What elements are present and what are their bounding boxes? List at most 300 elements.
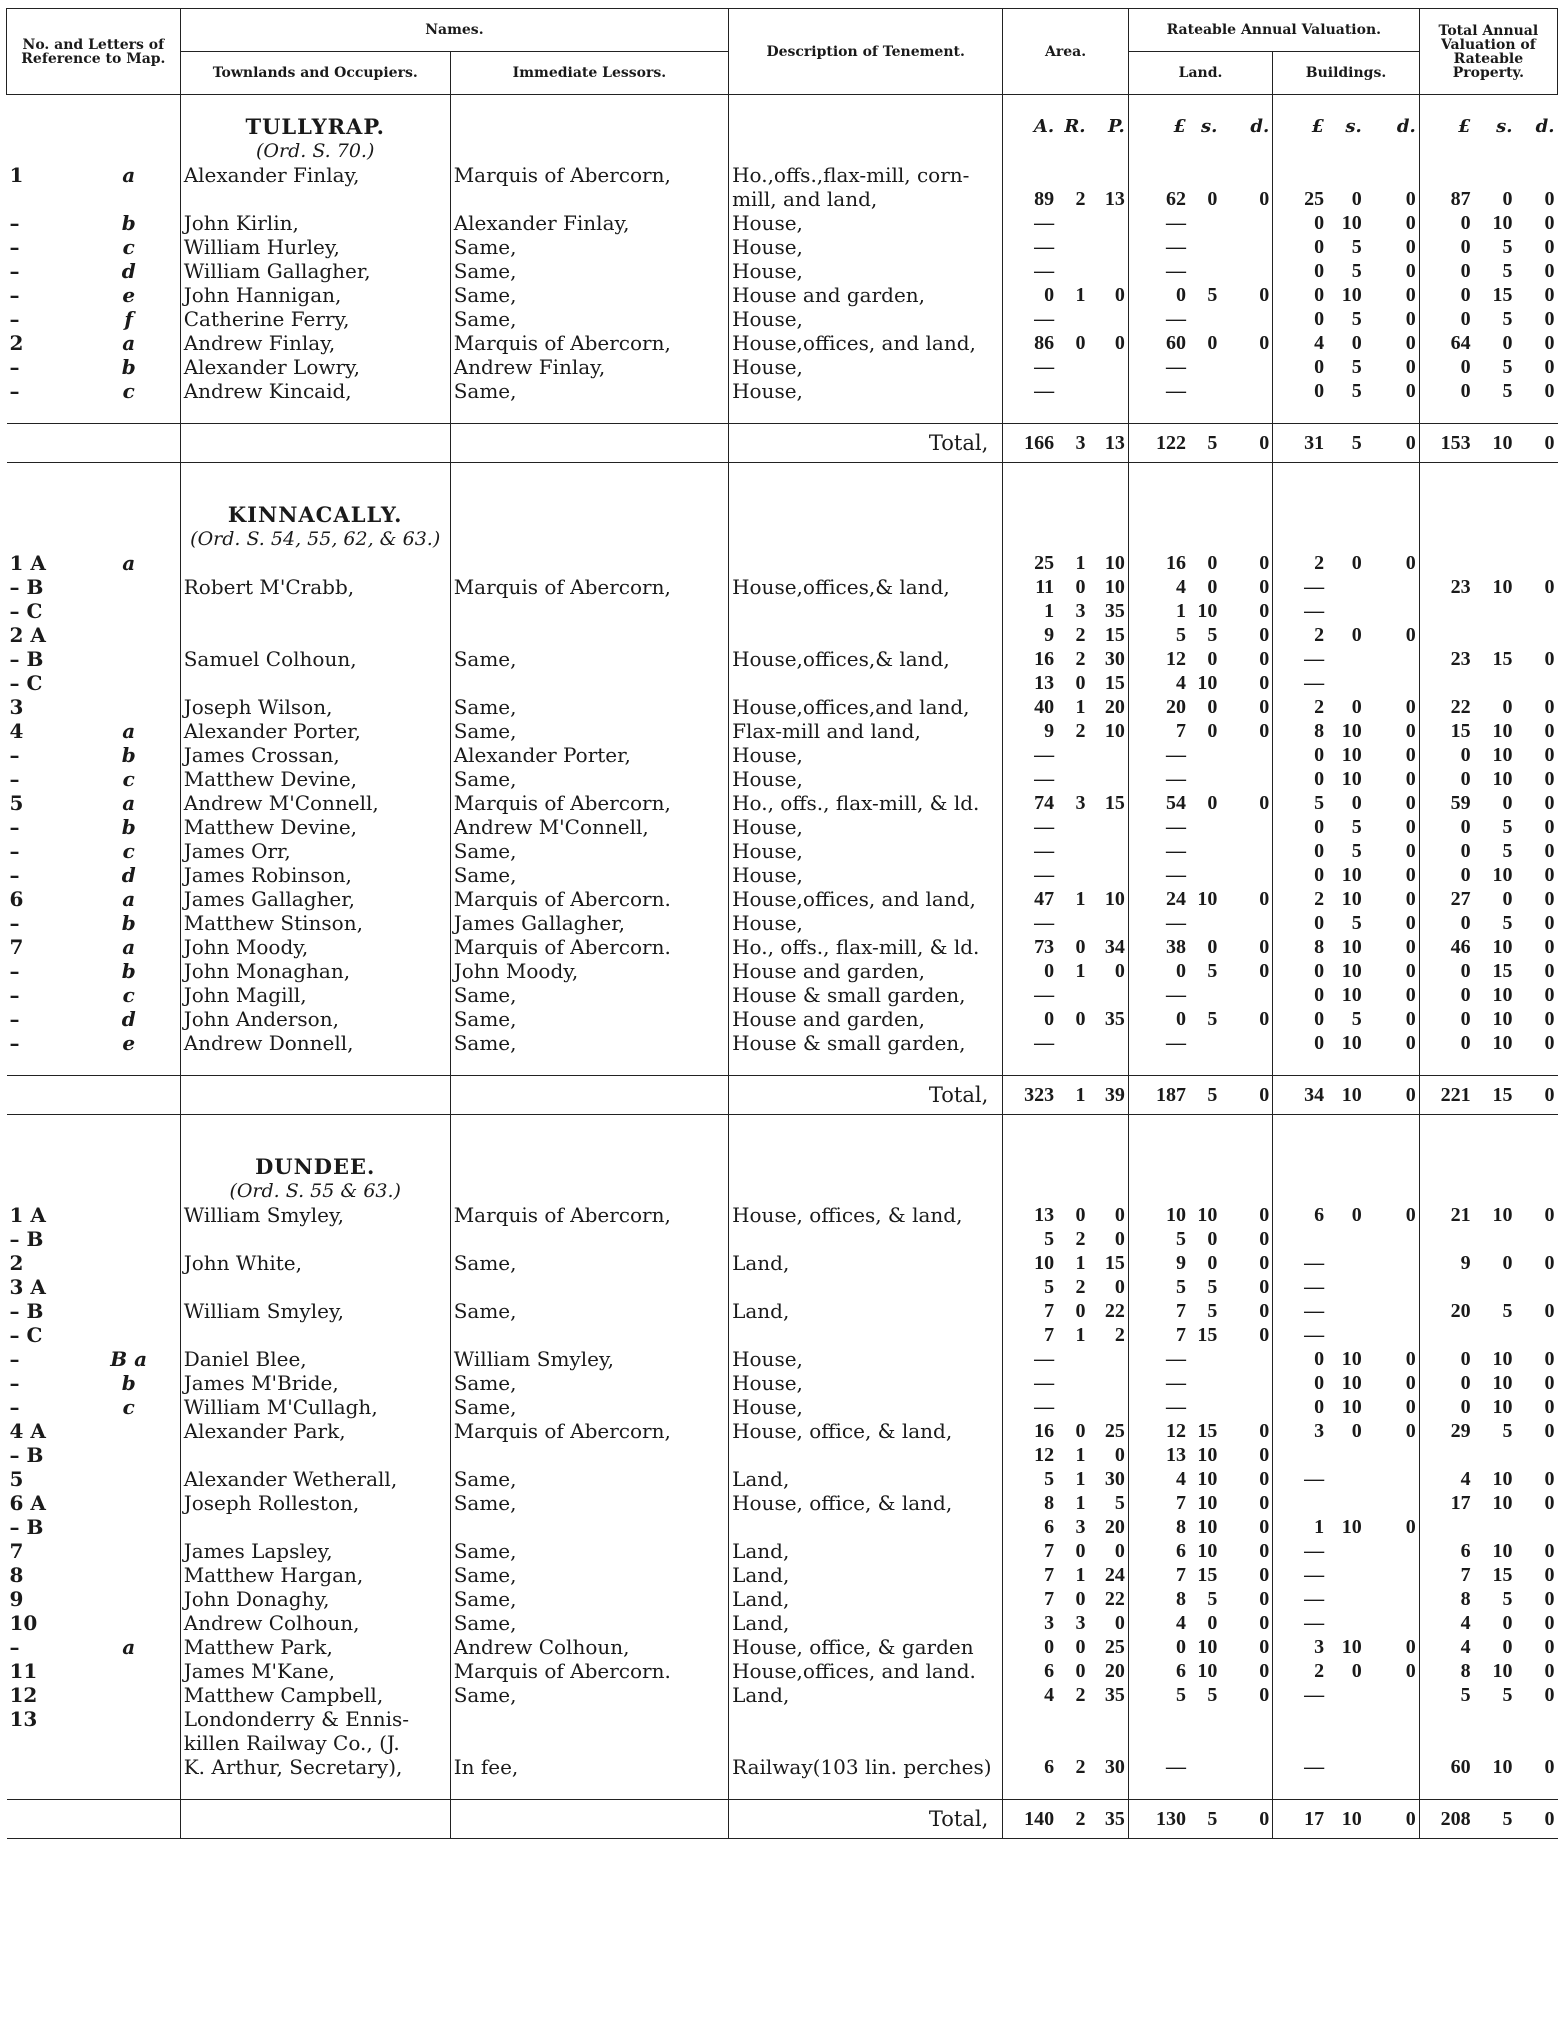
buildings-value-a: — (1304, 1756, 1325, 1778)
total-value: 0 (1544, 816, 1555, 838)
table-row (7, 1515, 1558, 1539)
section-title-row (7, 503, 1558, 527)
total-value (1516, 623, 1558, 647)
buildings-value-a: 2 (1314, 888, 1325, 910)
table-row (7, 1707, 1558, 1731)
land-value-a: — (1166, 212, 1187, 234)
spacer-cell (729, 403, 1003, 424)
empty-cell (1089, 1179, 1129, 1203)
buildings-value-c (1365, 647, 1419, 671)
area-b: 1 (1075, 1492, 1086, 1514)
empty-cell (1128, 139, 1189, 163)
total-value: 0 (1502, 1252, 1513, 1274)
total-bldg: 0 (1365, 1076, 1419, 1115)
map-ref-number: 2 (9, 331, 24, 355)
area-a: — (1034, 356, 1055, 378)
land-value-b (1189, 163, 1220, 187)
buildings-value-c: 0 (1365, 307, 1419, 331)
land-value-c: 0 (1220, 283, 1272, 307)
area-a: — (1034, 380, 1055, 402)
land-value-a: — (1166, 1756, 1187, 1778)
occupier-name: Andrew Finlay, (180, 331, 450, 355)
empty-cell (1516, 503, 1558, 527)
map-ref-letter (78, 1323, 181, 1347)
land-value-a: — (1166, 260, 1187, 282)
total-value: 10 (1492, 1660, 1513, 1682)
occupier-name: Matthew Stinson, (180, 911, 450, 935)
land-value-a: 4 (1176, 672, 1187, 694)
tenement-description (729, 1227, 1003, 1251)
buildings-value-a: 25 (1304, 188, 1325, 210)
land-value-a: 38 (1166, 936, 1187, 958)
spacer-cell (1189, 1115, 1220, 1136)
map-ref-letter: b (78, 911, 181, 935)
buildings-value-a: 1 (1314, 1516, 1325, 1538)
land-value-b: 10 (1197, 1636, 1218, 1658)
occupier-name: John Monaghan, (180, 959, 450, 983)
total-bldg: 10 (1327, 1076, 1365, 1115)
spacer-cell (1189, 1135, 1220, 1155)
buildings-value-b: 10 (1341, 1516, 1362, 1538)
area-b: 0 (1075, 576, 1086, 598)
total-value (1516, 163, 1558, 187)
map-ref-number: – (9, 911, 20, 935)
spacer-cell (78, 95, 181, 116)
table-row (7, 863, 1558, 887)
total-valuation: 0 (1516, 1800, 1558, 1839)
land-value-a: 10 (1166, 1204, 1187, 1226)
immediate-lessor (450, 1731, 728, 1755)
header-land: Land. (1128, 52, 1272, 95)
land-value-b: 5 (1207, 624, 1218, 646)
total-value: 0 (1544, 284, 1555, 306)
area-c: 25 (1089, 1419, 1129, 1443)
total-value: 0 (1544, 1540, 1555, 1562)
buildings-value-b: 0 (1351, 332, 1362, 354)
total-value (1516, 551, 1558, 575)
townland-title: TULLYRAP. (180, 115, 450, 139)
total-value: 23 (1450, 576, 1471, 598)
area-b: 0 (1075, 1008, 1086, 1030)
map-ref-letter: a (78, 935, 181, 959)
total-value: 10 (1492, 1492, 1513, 1514)
occupier-name: Joseph Rolleston, (180, 1491, 450, 1515)
spacer-cell (1327, 1779, 1365, 1800)
area-b (1057, 355, 1088, 379)
map-ref-letter: c (78, 235, 181, 259)
spacer-cell (1474, 1055, 1516, 1076)
spacer-cell (1365, 463, 1419, 484)
area-a: — (1034, 816, 1055, 838)
total-value: 0 (1502, 888, 1513, 910)
land-value-b: 0 (1207, 1228, 1218, 1250)
map-ref-number: 13 (9, 1707, 38, 1731)
spacer-cell (1516, 1055, 1558, 1076)
map-ref-number: – C (9, 1323, 43, 1347)
empty-cell (1474, 1155, 1516, 1179)
map-ref-number: 8 (9, 1563, 24, 1587)
area-b: 2 (1075, 188, 1086, 210)
header-ref: No. and Letters of Reference to Map. (7, 9, 181, 95)
area-c (1089, 355, 1129, 379)
buildings-value-a: 0 (1314, 260, 1325, 282)
empty-cell (1220, 1179, 1272, 1203)
land-value-b (1189, 259, 1220, 283)
immediate-lessor: James Gallagher, (450, 911, 728, 935)
sub-cell (78, 1800, 181, 1839)
spacer-cell (450, 1115, 728, 1136)
buildings-value-a: 2 (1314, 696, 1325, 718)
land-value-a: 62 (1166, 188, 1187, 210)
tenement-description: Land, (729, 1467, 1003, 1491)
total-value: 0 (1544, 1684, 1555, 1706)
buildings-value-c (1365, 1563, 1419, 1587)
buildings-value-b (1327, 1323, 1365, 1347)
spacer-cell (1189, 1055, 1220, 1076)
area-c: 30 (1089, 1755, 1129, 1779)
table-row (7, 695, 1558, 719)
total-value: 4 (1460, 1612, 1471, 1634)
total-value: 0 (1544, 1564, 1555, 1586)
map-ref-number: – (9, 815, 20, 839)
map-ref-number (7, 1731, 78, 1755)
land-value-c: 0 (1220, 1419, 1272, 1443)
spacer-cell (450, 483, 728, 503)
land-value-b (1189, 1031, 1220, 1055)
buildings-value-b: 5 (1351, 236, 1362, 258)
header-description: Description of Tenement. (729, 9, 1003, 95)
total-value: 0 (1544, 1204, 1555, 1226)
map-ref-letter (78, 671, 181, 695)
tenement-description: Ho.,offs.,flax-mill, corn- (729, 163, 1003, 187)
spacer-cell (1327, 95, 1365, 116)
land-value-b: 15 (1197, 1564, 1218, 1586)
map-ref-number: – (9, 767, 20, 791)
spacer-cell (78, 483, 181, 503)
land-value-a: 16 (1166, 552, 1187, 574)
area-a: 12 (1034, 1444, 1055, 1466)
tenement-description: House, (729, 743, 1003, 767)
area-c (1089, 1731, 1129, 1755)
buildings-value-b (1327, 647, 1365, 671)
occupier-name: William Smyley, (180, 1203, 450, 1227)
immediate-lessor (450, 551, 728, 575)
tenement-description: Land, (729, 1563, 1003, 1587)
occupier-name: William Smyley, (180, 1299, 450, 1323)
buildings-value-c: 0 (1365, 551, 1419, 575)
tenement-description (729, 1323, 1003, 1347)
buildings-value-c: 0 (1365, 623, 1419, 647)
land-value-b (1189, 307, 1220, 331)
empty-cell (1365, 527, 1419, 551)
immediate-lessor: Same, (450, 767, 728, 791)
land-value-a: — (1166, 1032, 1187, 1054)
spacer-cell (1003, 95, 1057, 116)
spacer-cell (450, 95, 728, 116)
tenement-description: House, office, & garden (729, 1635, 1003, 1659)
total-value (1474, 599, 1516, 623)
land-value-a: 0 (1176, 960, 1187, 982)
map-ref-number: – (9, 259, 20, 283)
spacer-cell (1189, 483, 1220, 503)
total-valuation: 153 (1419, 424, 1473, 463)
land-value-c: 0 (1220, 1515, 1272, 1539)
map-ref-number: 5 (9, 791, 24, 815)
spacer-cell (450, 1779, 728, 1800)
land-value-b (1189, 355, 1220, 379)
total-value: 5 (1502, 356, 1513, 378)
map-ref-number: – (9, 959, 20, 983)
total-value (1419, 1227, 1473, 1251)
map-ref-number: 2 A (9, 623, 46, 647)
occupier-name: John Donaghy, (180, 1587, 450, 1611)
land-value-c: 0 (1220, 1323, 1272, 1347)
spacer-cell (1419, 483, 1473, 503)
spacer-cell (1089, 403, 1129, 424)
area-b: 1 (1075, 1252, 1086, 1274)
buildings-value-c: 0 (1365, 211, 1419, 235)
table-row (7, 623, 1558, 647)
area-c (1089, 259, 1129, 283)
empty-cell (1057, 1155, 1088, 1179)
occupier-name: Matthew Campbell, (180, 1683, 450, 1707)
area-b (1057, 767, 1088, 791)
table-row (7, 187, 1558, 211)
land-value-b: 0 (1207, 648, 1218, 670)
spacer-cell (1474, 1115, 1516, 1136)
total-value (1474, 1275, 1516, 1299)
land-value-b: 5 (1207, 960, 1218, 982)
buildings-value-b: 5 (1351, 912, 1362, 934)
area-a: — (1034, 212, 1055, 234)
table-row (7, 791, 1558, 815)
total-bldg: 0 (1365, 1800, 1419, 1839)
empty-cell (1220, 139, 1272, 163)
total-value: 0 (1544, 768, 1555, 790)
land-value-b: 5 (1207, 1588, 1218, 1610)
immediate-lessor: Same, (450, 719, 728, 743)
area-a: — (1034, 1372, 1055, 1394)
table-row (7, 307, 1558, 331)
area-c (1089, 211, 1129, 235)
total-bldg: 0 (1365, 424, 1419, 463)
table-row (7, 1203, 1558, 1227)
area-c (1089, 911, 1129, 935)
area-b (1057, 163, 1088, 187)
empty-cell (1365, 139, 1419, 163)
map-ref-letter: c (78, 839, 181, 863)
land-value-c (1220, 743, 1272, 767)
table-row (7, 1323, 1558, 1347)
buildings-value-b: 10 (1341, 720, 1362, 742)
total-value: 0 (1544, 188, 1555, 210)
empty-cell (1327, 527, 1365, 551)
land-value-a: — (1166, 380, 1187, 402)
land-value-a: — (1166, 744, 1187, 766)
immediate-lessor: William Smyley, (450, 1347, 728, 1371)
immediate-lessor (450, 187, 728, 211)
total-bldg: 31 (1273, 424, 1327, 463)
unit-label: R. (1064, 116, 1086, 137)
immediate-lessor: Alexander Porter, (450, 743, 728, 767)
map-ref-number: 9 (9, 1587, 24, 1611)
land-value-a: 7 (1176, 1300, 1187, 1322)
land-value-c: 0 (1220, 1539, 1272, 1563)
occupier-name: Londonderry & Ennis- (180, 1707, 450, 1731)
buildings-value-b (1327, 1251, 1365, 1275)
immediate-lessor (450, 1443, 728, 1467)
total-area: 323 (1003, 1076, 1057, 1115)
land-value-c: 0 (1220, 647, 1272, 671)
tenement-description: Railway(103 lin. perches) (729, 1755, 1003, 1779)
map-ref-number: – B (9, 647, 44, 671)
total-value: 10 (1492, 1540, 1513, 1562)
immediate-lessor (450, 1275, 728, 1299)
total-value: 23 (1450, 648, 1471, 670)
land-value-a: 24 (1166, 888, 1187, 910)
area-b (1057, 1371, 1088, 1395)
buildings-value-b (1327, 1707, 1365, 1731)
buildings-value-b: 0 (1351, 188, 1362, 210)
buildings-value-a: 8 (1314, 720, 1325, 742)
land-value-c: 0 (1220, 1587, 1272, 1611)
immediate-lessor: Same, (450, 1251, 728, 1275)
buildings-value-c: 0 (1365, 1371, 1419, 1395)
area-c (1089, 1395, 1129, 1419)
sub-cell (78, 1179, 181, 1203)
area-c (1089, 815, 1129, 839)
area-a: 6 (1044, 1516, 1055, 1538)
area-a: — (1034, 768, 1055, 790)
area-a: — (1034, 1348, 1055, 1370)
table-row (7, 551, 1558, 575)
land-value-c (1220, 307, 1272, 331)
total-value: 0 (1460, 1008, 1471, 1030)
land-value-b: 15 (1197, 1324, 1218, 1346)
immediate-lessor: Same, (450, 1007, 728, 1031)
buildings-value-a: — (1304, 576, 1325, 598)
land-value-c: 0 (1220, 1203, 1272, 1227)
table-row (7, 1659, 1558, 1683)
total-value (1419, 1323, 1473, 1347)
tenement-description: House, (729, 235, 1003, 259)
buildings-value-a: 0 (1314, 1008, 1325, 1030)
total-value: 5 (1502, 840, 1513, 862)
occupier-name: James M'Bride, (180, 1371, 450, 1395)
total-value: 0 (1502, 1636, 1513, 1658)
empty-cell (1003, 1179, 1057, 1203)
area-b: 1 (1075, 696, 1086, 718)
land-value-a (1128, 163, 1189, 187)
total-value: 0 (1544, 648, 1555, 670)
occupier-name: William Gallagher, (180, 259, 450, 283)
spacer-cell (1057, 1055, 1088, 1076)
empty-cell (1365, 1179, 1419, 1203)
map-ref-letter: b (78, 959, 181, 983)
map-ref-number: – (9, 1395, 20, 1419)
map-ref-letter (78, 1731, 181, 1755)
total-label: Total, (729, 1076, 1003, 1115)
table-body (7, 95, 1558, 1839)
map-ref-letter: b (78, 211, 181, 235)
map-ref-number: – (9, 1007, 20, 1031)
spacer-cell (1273, 463, 1327, 484)
land-value-b: 10 (1197, 1204, 1218, 1226)
total-area: 2 (1057, 1800, 1088, 1839)
map-ref-letter (78, 1659, 181, 1683)
map-ref-letter: a (78, 719, 181, 743)
buildings-value-b: 0 (1351, 696, 1362, 718)
area-b: 2 (1075, 648, 1086, 670)
tenement-description: House and garden, (729, 959, 1003, 983)
land-value-c: 0 (1220, 575, 1272, 599)
area-b: 1 (1075, 1324, 1086, 1346)
buildings-value-b: 10 (1341, 888, 1362, 910)
land-value-b: 15 (1197, 1420, 1218, 1442)
area-c: 35 (1089, 599, 1129, 623)
tenement-description (729, 623, 1003, 647)
buildings-value-c: 0 (1365, 791, 1419, 815)
area-a: 16 (1034, 1420, 1055, 1442)
buildings-value-b (1327, 1491, 1365, 1515)
area-b: 1 (1075, 1444, 1086, 1466)
occupier-cell (180, 424, 450, 463)
total-value: 0 (1460, 1372, 1471, 1394)
buildings-value-b (1327, 1683, 1365, 1707)
spacer-cell (1474, 463, 1516, 484)
buildings-value-a (1273, 1731, 1327, 1755)
spacer-cell (7, 403, 78, 424)
total-value: 0 (1544, 1756, 1555, 1778)
land-value-a: 5 (1176, 1228, 1187, 1250)
map-ref-number: – C (9, 599, 43, 623)
buildings-value-a: — (1304, 600, 1325, 622)
land-value-a: 60 (1166, 332, 1187, 354)
table-row (7, 283, 1558, 307)
map-ref-letter: a (78, 551, 181, 575)
total-value: 15 (1492, 1564, 1513, 1586)
land-value-c: 0 (1220, 1659, 1272, 1683)
ref-cell (7, 503, 78, 527)
spacer-cell (1327, 483, 1365, 503)
immediate-lessor: Alexander Finlay, (450, 211, 728, 235)
lessor-cell (450, 1800, 728, 1839)
table-row (7, 839, 1558, 863)
total-value: 0 (1544, 356, 1555, 378)
land-value-b: 10 (1197, 888, 1218, 910)
land-value-a: — (1166, 816, 1187, 838)
table-row (7, 1491, 1558, 1515)
empty-cell (1128, 503, 1189, 527)
immediate-lessor: Same, (450, 1299, 728, 1323)
total-value: 15 (1492, 284, 1513, 306)
area-b (1057, 259, 1088, 283)
table-row (7, 355, 1558, 379)
area-a: 9 (1044, 624, 1055, 646)
total-value: 0 (1544, 1660, 1555, 1682)
ordnance-sheet: (Ord. S. 54, 55, 62, & 63.) (180, 527, 450, 551)
occupier-name: John Magill, (180, 983, 450, 1007)
spacer-cell (1516, 483, 1558, 503)
area-a: 0 (1044, 284, 1055, 306)
tenement-description (729, 1707, 1003, 1731)
buildings-value-c (1365, 575, 1419, 599)
tenement-description: House, (729, 1347, 1003, 1371)
map-ref-letter (78, 1611, 181, 1635)
total-value: 0 (1544, 1300, 1555, 1322)
spacer-cell (1474, 483, 1516, 503)
total-value: 10 (1492, 1204, 1513, 1226)
